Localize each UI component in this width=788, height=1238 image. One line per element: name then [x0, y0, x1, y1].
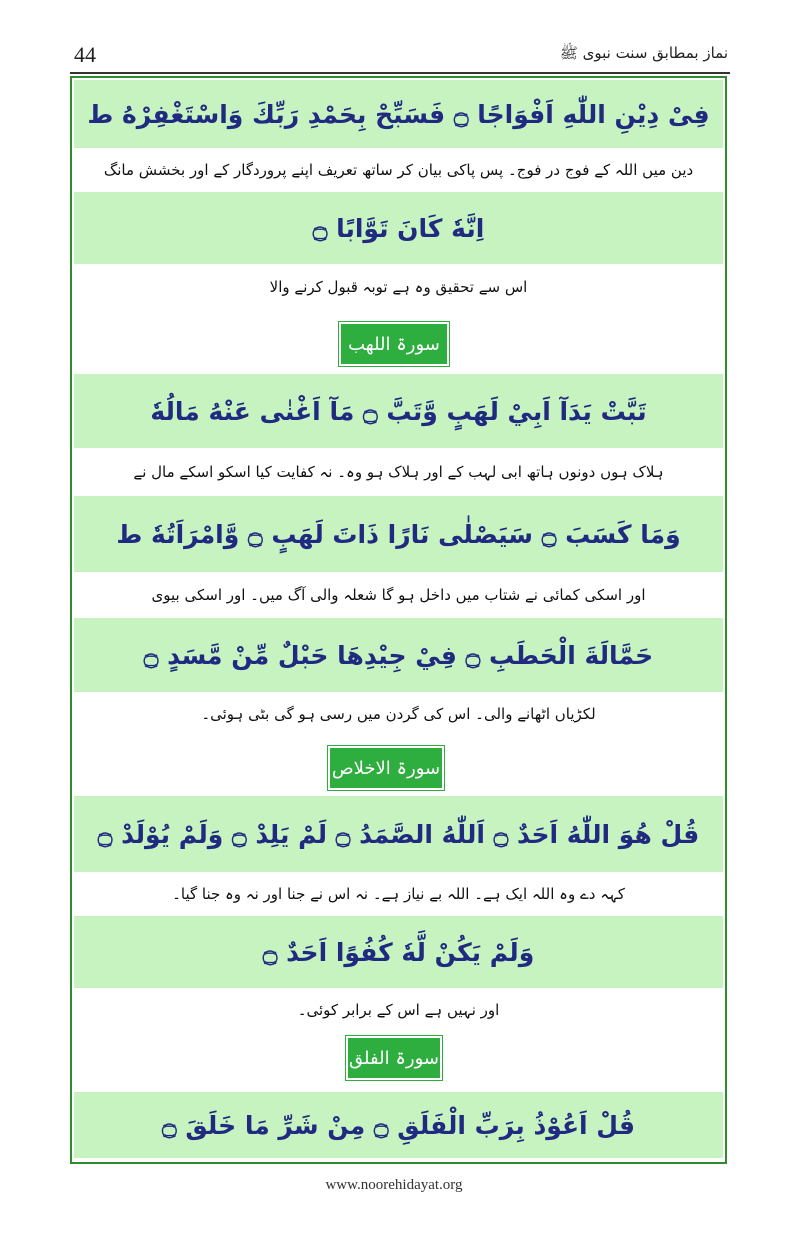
surah-title-lahab — [339, 322, 449, 366]
page-header — [70, 38, 728, 68]
arabic-verse: وَمَا كَسَبَ ۝ سَيَصْلٰى نَارًا ذَاتَ لَهَبٍ ۝ وَّامْرَاَتُهٗ ط — [116, 519, 681, 549]
surah-title-text: سورۃ الاخلاص — [331, 757, 441, 779]
translation-row — [74, 874, 723, 914]
translation-row — [74, 990, 723, 1030]
urdu-translation: کہہ دے وہ اللہ ایک ہے۔ اللہ بے نیاز ہے۔ نہ اس نے جنا اور نہ وہ جنا گیا۔ — [172, 885, 625, 903]
arabic-verse: اِنَّهٗ كَانَ تَوَّابًا ۝ — [312, 213, 485, 243]
urdu-translation: اس سے تحقیق وہ ہے توبہ قبول کرنے والا — [269, 278, 528, 296]
website-footer: www.noorehidayat.org — [325, 1177, 463, 1193]
book-title: نماز بمطابق سنت نبوی ﷺ — [559, 44, 728, 62]
urdu-translation: ہلاک ہوں دونوں ہاتھ ابی لہب کے اور ہلاک ہو وہ۔ نہ کفایت کیا اسکو اسکے مال نے — [133, 463, 664, 481]
verse-band — [74, 618, 723, 692]
translation-row — [74, 694, 723, 734]
verse-band — [74, 1092, 723, 1158]
arabic-verse: تَبَّتْ يَدَآ اَبِيْ لَهَبٍ وَّتَبَّ ۝ مَآ اَغْنٰى عَنْهُ مَالُهٗ — [150, 396, 647, 426]
translation-row — [74, 574, 723, 616]
page-number: 44 — [74, 42, 96, 67]
arabic-verse: قُلْ اَعُوْذُ بِرَبِّ الْفَلَقِ ۝ مِنْ شَرِّ مَا خَلَقَ ۝ — [162, 1110, 635, 1140]
urdu-translation: دین میں اللہ کے فوج در فوج۔ پس پاکی بیان کر ساتھ تعریف اپنے پروردگار کے اور بخشش مانگ — [103, 161, 694, 179]
translation-row — [74, 266, 723, 308]
translation-row — [74, 450, 723, 494]
verse-band — [74, 796, 723, 872]
verse-band — [74, 374, 723, 448]
surah-title-text: سورۃ اللھب — [348, 333, 440, 355]
verse-band — [74, 916, 723, 988]
surah-title-falaq — [346, 1036, 442, 1080]
verse-band — [74, 496, 723, 572]
arabic-verse: قُلْ هُوَ اللّٰهُ اَحَدٌ ۝ اَللّٰهُ الصَّمَدُ ۝ لَمْ يَلِدْ ۝ وَلَمْ يُوْلَدْ ۝ — [97, 819, 700, 849]
arabic-verse: وَلَمْ يَكُنْ لَّهٗ كُفُوًا اَحَدٌ ۝ — [262, 937, 535, 967]
content-frame — [70, 76, 727, 1164]
urdu-translation: لکڑیاں اٹھانے والی۔ اس کی گردن میں رسی ہو گی بٹی ہوئی۔ — [201, 705, 596, 723]
translation-row — [74, 150, 723, 190]
arabic-verse: حَمَّالَةَ الْحَطَبِ ۝ فِيْ جِيْدِهَا حَبْلٌ مِّنْ مَّسَدٍ ۝ — [143, 640, 654, 670]
verse-band — [74, 80, 723, 148]
urdu-translation: اور اسکی کمائی نے شتاب میں داخل ہو گا شعلہ والی آگ میں۔ اور اسکی بیوی — [151, 586, 646, 604]
verse-band — [74, 192, 723, 264]
surah-title-text: سورۃ الفلق — [349, 1047, 439, 1069]
header-divider — [70, 72, 730, 74]
urdu-translation: اور نہیں ہے اس کے برابر کوئی۔ — [297, 1001, 500, 1019]
surah-title-ikhlas — [328, 746, 444, 790]
arabic-verse: فِیْ دِیْنِ اللّٰهِ اَفْوَاجًا ۝ فَسَبِّحْ بِحَمْدِ رَبِّكَ وَاسْتَغْفِرْهُ ط — [87, 99, 710, 129]
